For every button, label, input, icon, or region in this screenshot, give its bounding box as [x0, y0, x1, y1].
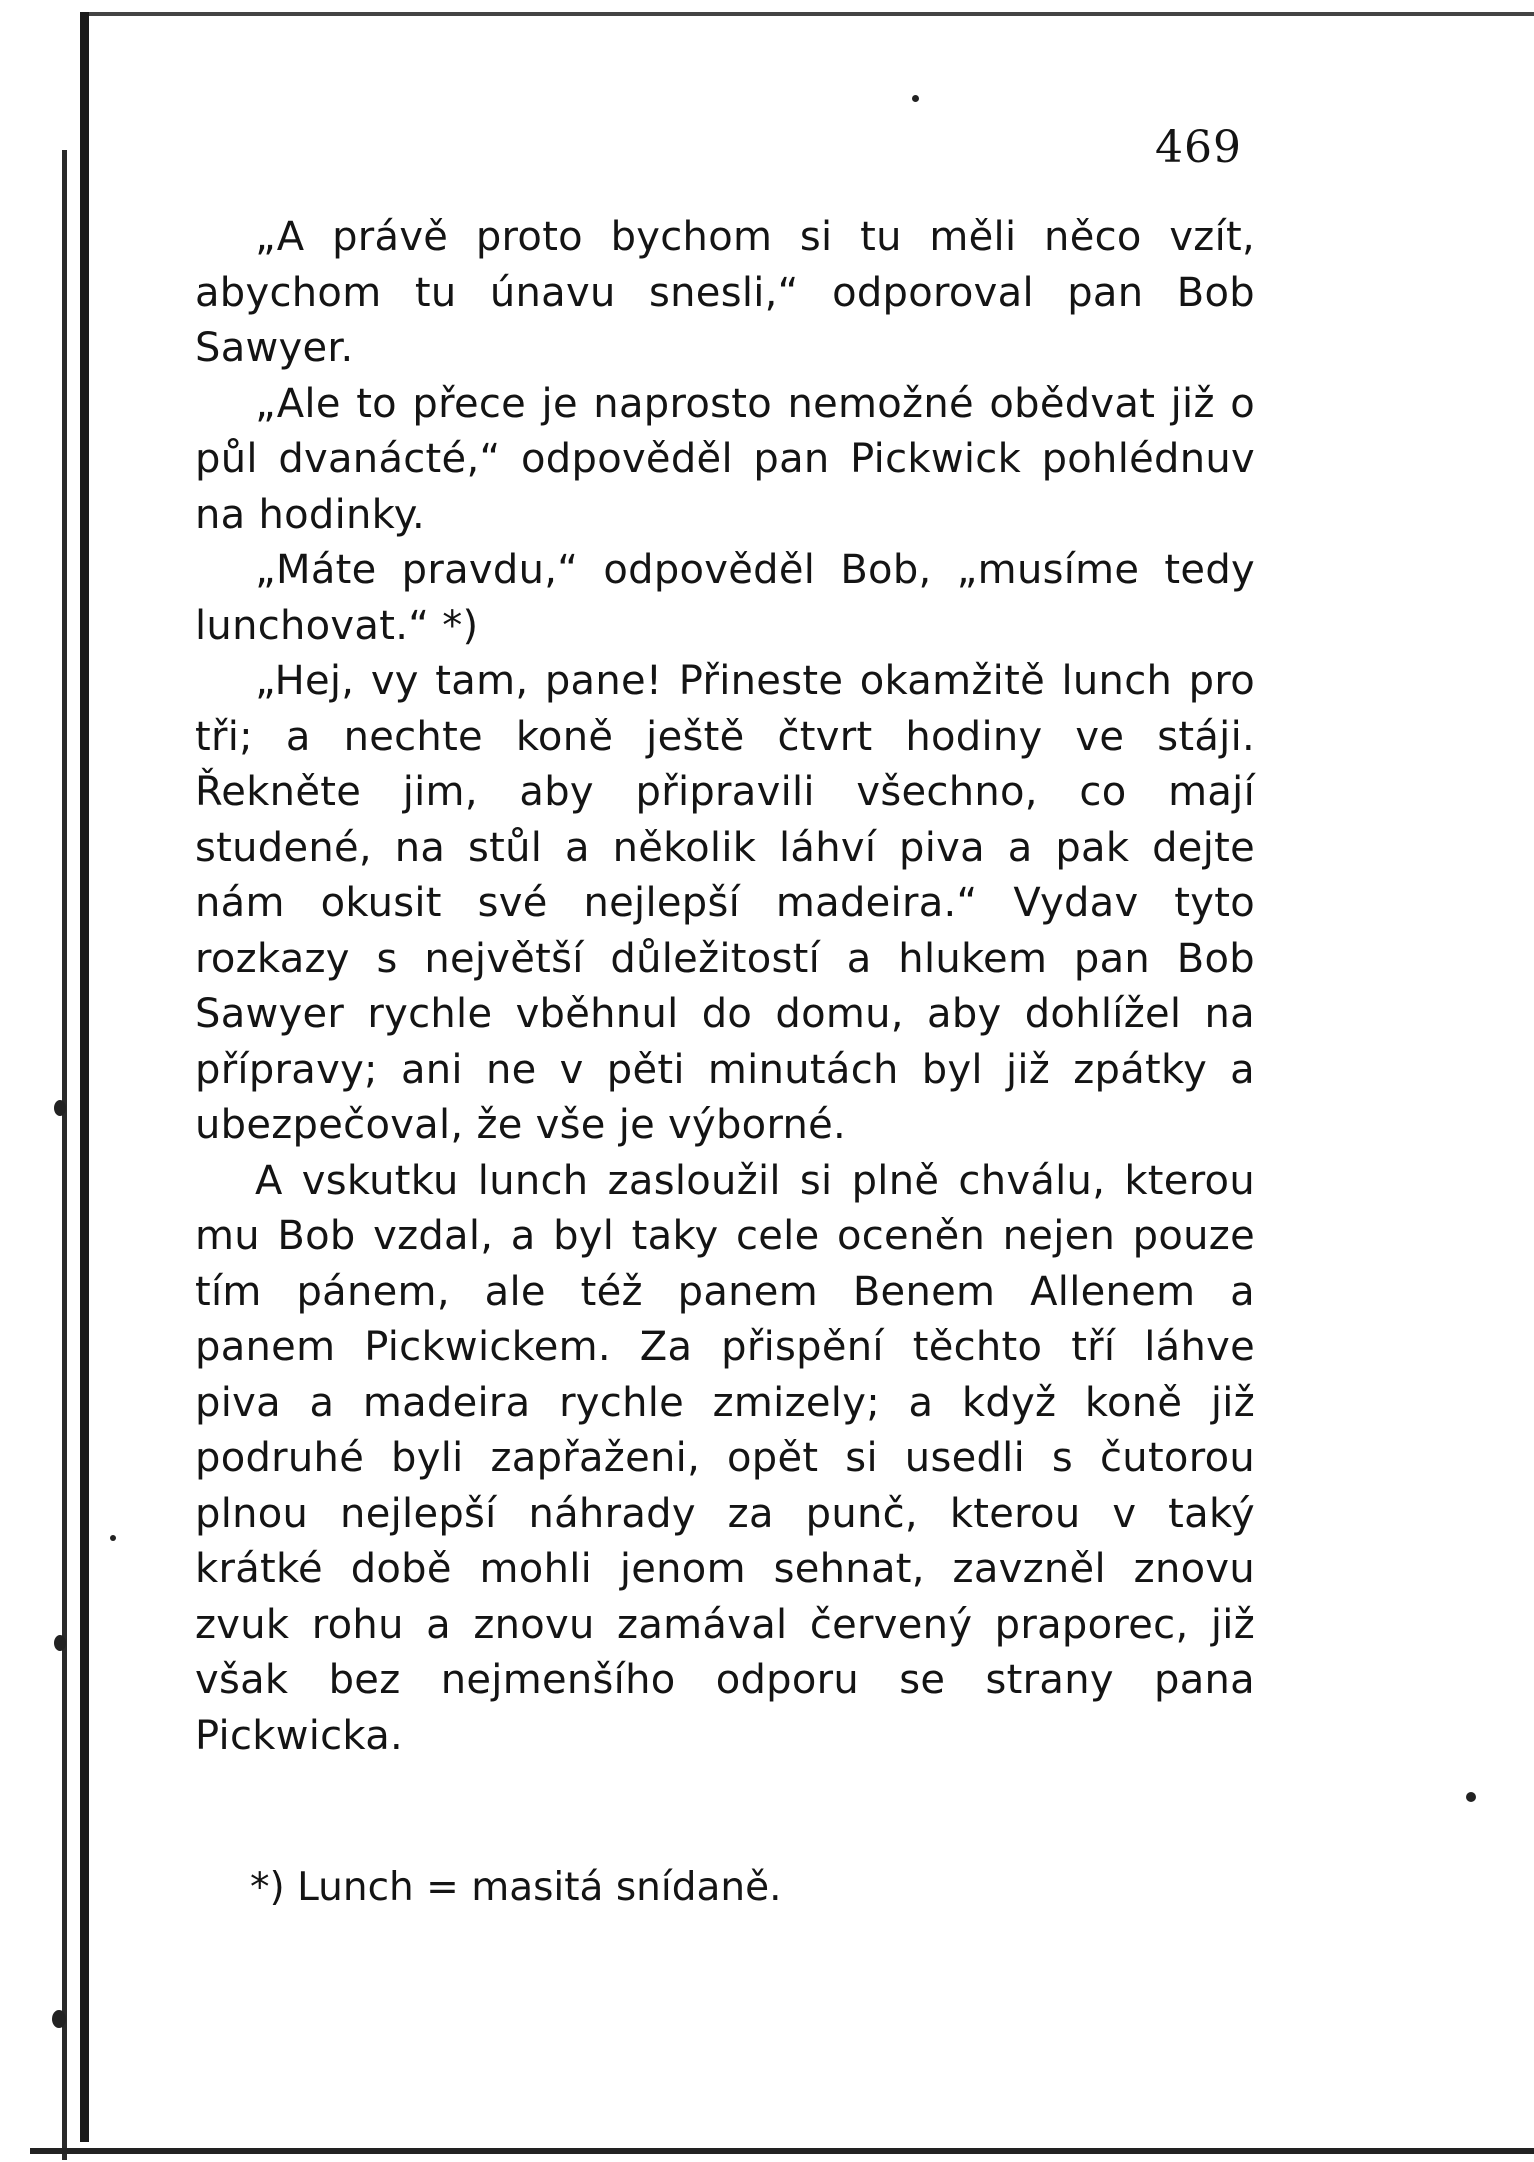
footnote: *) Lunch = masitá snídaně. [250, 1865, 782, 1910]
paragraph: „A právě proto bychom si tu měli něco vzít, abychom tu únavu snesli,“ odporoval pan Bob Sawyer. [195, 214, 1255, 371]
scan-speck [52, 2010, 66, 2028]
paragraph: A vskutku lunch zasloužil si plně chválu, kterou mu Bob vzdal, a byl taky cele oceněn nejen pouze tím pánem, ale též panem Benem Allenem a panem Pickwickem. Za přispění těchto tří láhve piva a madeira rychle zmizely; a když koně již podruhé byli zapřaženi, opět si usedli s čutorou plnou nejlepší náhrady za punč, kterou v taký krátké době mohli jenom sehnat, zavzněl znovu zvuk rohu a znovu zamával červený praporec, již však bez nejmenšího odporu se strany pana Pickwicka. [195, 1157, 1255, 1759]
body-text [195, 210, 1255, 1764]
scan-speck [54, 1635, 66, 1651]
paragraph: „Máte pravdu,“ odpověděl Bob, „musíme tedy lunchovat.“ *) [195, 547, 1255, 649]
scan-binding-shadow [62, 150, 67, 2160]
scan-top-edge [85, 12, 1534, 16]
scan-binding-edge [80, 12, 89, 2142]
scan-speck [110, 1535, 116, 1541]
paragraph: „Ale to přece je naprosto nemožné obědvat již o půl dvanácté,“ odpověděl pan Pickwick pohlédnuv na hodinky. [195, 380, 1255, 538]
scan-speck [54, 1100, 66, 1116]
page-number: 469 [1155, 122, 1242, 173]
paragraph: „Hej, vy tam, pane! Přineste okamžitě lunch pro tři; a nechte koně ještě čtvrt hodiny ve stáji. Řekněte jim, aby připravili všechno, co mají studené, na stůl a několik láhví piva a pak dejte nám okusit své nejlepší madeira.“ Vydav tyto rozkazy s největší důležitostí a hlukem pan Bob Sawyer rychle vběhnul do domu, aby dohlížel na přípravy; ani ne v pěti minutách byl již zpátky a ubezpečoval, že vše je výborné. [195, 658, 1255, 1148]
scan-speck [1466, 1792, 1476, 1802]
scan-speck [912, 95, 919, 102]
scan-bottom-edge [30, 2148, 1534, 2154]
